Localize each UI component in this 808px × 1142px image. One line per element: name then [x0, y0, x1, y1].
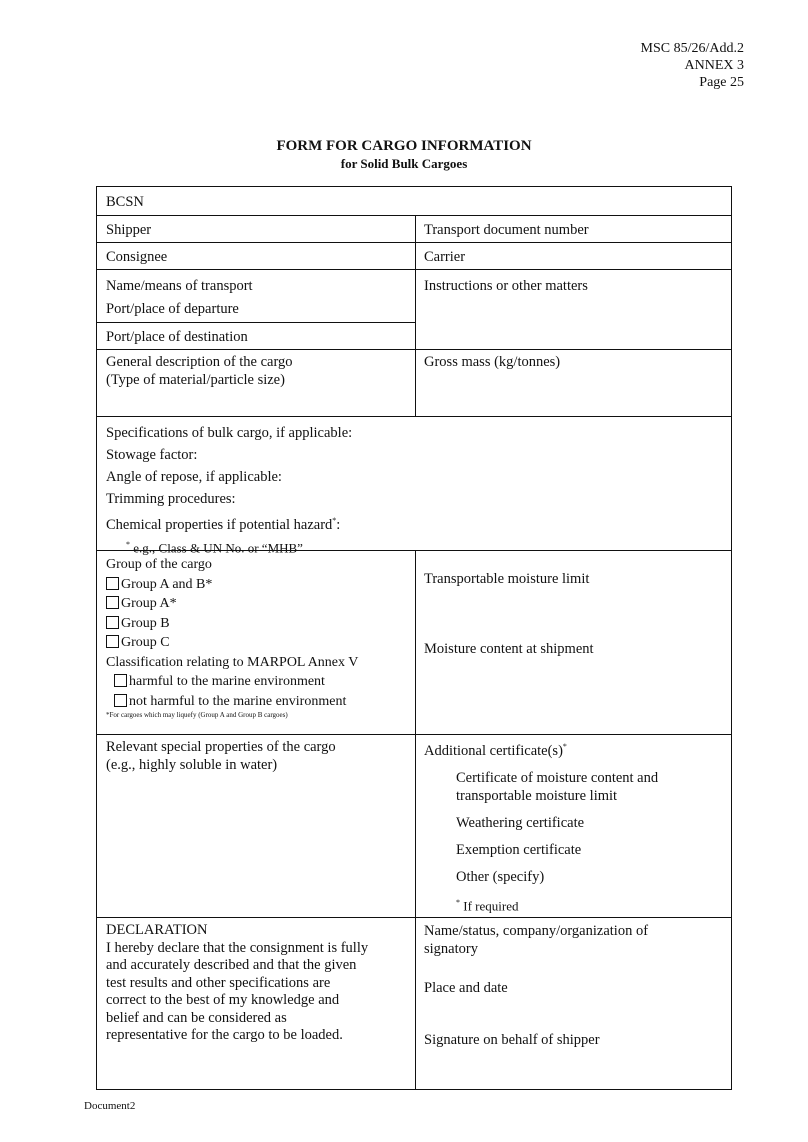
group-c-option[interactable]: [106, 633, 358, 653]
signatory-field[interactable]: [424, 922, 648, 958]
moisture-certificate-line1: Certificate of moisture content and: [456, 769, 659, 786]
column-divider: [415, 215, 416, 416]
tml-field[interactable]: Transportable moisture limit: [424, 571, 590, 587]
general-description-field[interactable]: [106, 353, 293, 389]
document-footer: Document2: [84, 1100, 136, 1112]
port-departure-label: Port/place of departure: [106, 301, 239, 317]
stowage-factor-label: Stowage factor:: [106, 447, 198, 463]
additional-certificates-text: Additional certificate(s): [424, 742, 563, 759]
colon: :: [336, 516, 341, 533]
footnote-mark: *: [562, 742, 567, 751]
rule: [97, 917, 731, 918]
group-a-b-option[interactable]: [106, 575, 358, 595]
other-certificate-item[interactable]: Other (specify): [456, 868, 545, 885]
declaration-block: [106, 922, 368, 1045]
group-c-label: Group C: [121, 635, 170, 650]
form-title: [0, 138, 808, 172]
exemption-certificate-item[interactable]: Exemption certificate: [456, 841, 582, 858]
angle-of-repose-label: Angle of repose, if applicable:: [106, 469, 282, 485]
group-classification-field: [106, 555, 358, 720]
rule: [97, 322, 415, 323]
trimming-procedures-label: Trimming procedures:: [106, 491, 236, 507]
cargo-information-form: [96, 186, 732, 1090]
signatory-label-line2: signatory: [424, 941, 478, 957]
declaration-line: test results and other specifications are: [106, 974, 331, 991]
place-date-field[interactable]: Place and date: [424, 980, 508, 996]
footnote-mark: *: [456, 897, 460, 907]
not-harmful-checkbox[interactable]: [114, 694, 127, 707]
rule: [97, 269, 731, 270]
group-b-checkbox[interactable]: [106, 616, 119, 629]
if-required-text: If required: [463, 898, 519, 914]
group-title: Group of the cargo: [106, 557, 212, 572]
special-properties-label: Relevant special properties of the cargo: [106, 739, 336, 755]
special-properties-example: (e.g., highly soluble in water): [106, 757, 278, 773]
additional-certificates-field: [424, 738, 658, 915]
footnote-mark: *: [126, 539, 130, 549]
form-title-main: FORM FOR CARGO INFORMATION: [276, 138, 532, 154]
group-a-label: Group A*: [121, 596, 177, 611]
signature-field[interactable]: Signature on behalf of shipper: [424, 1032, 600, 1048]
rule: [97, 416, 731, 417]
column-divider: [415, 550, 416, 1089]
chemical-properties-label: [106, 510, 352, 536]
group-a-checkbox[interactable]: [106, 596, 119, 609]
rule: [97, 349, 731, 350]
chemical-properties-text: Chemical properties if potential hazard: [106, 516, 333, 533]
footnote-mark: *: [332, 516, 337, 525]
harmful-option[interactable]: [106, 672, 358, 692]
instructions-field[interactable]: Instructions or other matters: [424, 278, 588, 294]
moisture-certificate-line2: transportable moisture limit: [456, 787, 618, 804]
gross-mass-field[interactable]: Gross mass (kg/tonnes): [424, 354, 561, 370]
if-required-note: [424, 894, 658, 915]
page-number: Page 25: [699, 75, 744, 90]
doc-reference: MSC 85/26/Add.2: [640, 41, 744, 56]
transport-document-field[interactable]: Transport document number: [424, 222, 589, 238]
signatory-label-line1: Name/status, company/organization of: [424, 923, 649, 939]
group-b-option[interactable]: [106, 614, 358, 634]
declaration-line: representative for the cargo to be loaded.: [106, 1027, 343, 1043]
consignee-field[interactable]: Consignee: [106, 249, 168, 265]
moisture-content-field[interactable]: Moisture content at shipment: [424, 641, 594, 657]
bcsn-field[interactable]: BCSN: [106, 194, 144, 210]
transport-means-field[interactable]: [106, 277, 253, 318]
general-description-label: General description of the cargo: [106, 354, 293, 370]
group-b-label: Group B: [121, 615, 170, 631]
harmful-checkbox[interactable]: [114, 674, 127, 687]
name-means-label: Name/means of transport: [106, 278, 253, 294]
not-harmful-option[interactable]: [106, 692, 358, 712]
annex-number: ANNEX 3: [684, 58, 744, 73]
declaration-line: belief and can be considered as: [106, 1009, 287, 1026]
declaration-line: and accurately described and that the given: [106, 957, 357, 973]
port-destination-field[interactable]: Port/place of destination: [106, 329, 248, 345]
shipper-field[interactable]: Shipper: [106, 222, 152, 238]
spec-title: Specifications of bulk cargo, if applicable:: [106, 425, 353, 441]
rule: [97, 215, 731, 216]
hazard-example: [106, 536, 352, 557]
moisture-certificate-item[interactable]: [424, 769, 658, 805]
group-a-b-checkbox[interactable]: [106, 577, 119, 590]
document-header: [641, 40, 744, 91]
general-description-sublabel: (Type of material/particle size): [106, 372, 285, 388]
form-title-sub: for Solid Bulk Cargoes: [340, 156, 468, 171]
rule: [97, 734, 731, 735]
declaration-line: correct to the best of my knowledge and: [106, 992, 340, 1008]
group-a-b-label: Group A and B*: [121, 576, 213, 592]
additional-certificates-label: [424, 738, 658, 760]
group-c-checkbox[interactable]: [106, 635, 119, 648]
specifications-field[interactable]: [106, 422, 352, 557]
carrier-field[interactable]: Carrier: [424, 249, 466, 265]
group-a-option[interactable]: [106, 594, 358, 614]
rule: [97, 242, 731, 243]
marpol-title: Classification relating to MARPOL Annex V: [106, 654, 359, 670]
harmful-label: harmful to the marine environment: [129, 674, 325, 689]
special-properties-field[interactable]: [106, 738, 336, 774]
not-harmful-label: not harmful to the marine environment: [129, 693, 347, 709]
liquefy-footnote: *For cargoes which may liquefy (Group A and Group B cargoes): [106, 711, 288, 719]
hazard-example-text: e.g., Class & UN No. or “MHB”: [133, 540, 303, 556]
declaration-line: I hereby declare that the consignment is fully: [106, 939, 369, 956]
declaration-title: DECLARATION: [106, 922, 208, 938]
weathering-certificate-item[interactable]: Weathering certificate: [456, 814, 585, 831]
